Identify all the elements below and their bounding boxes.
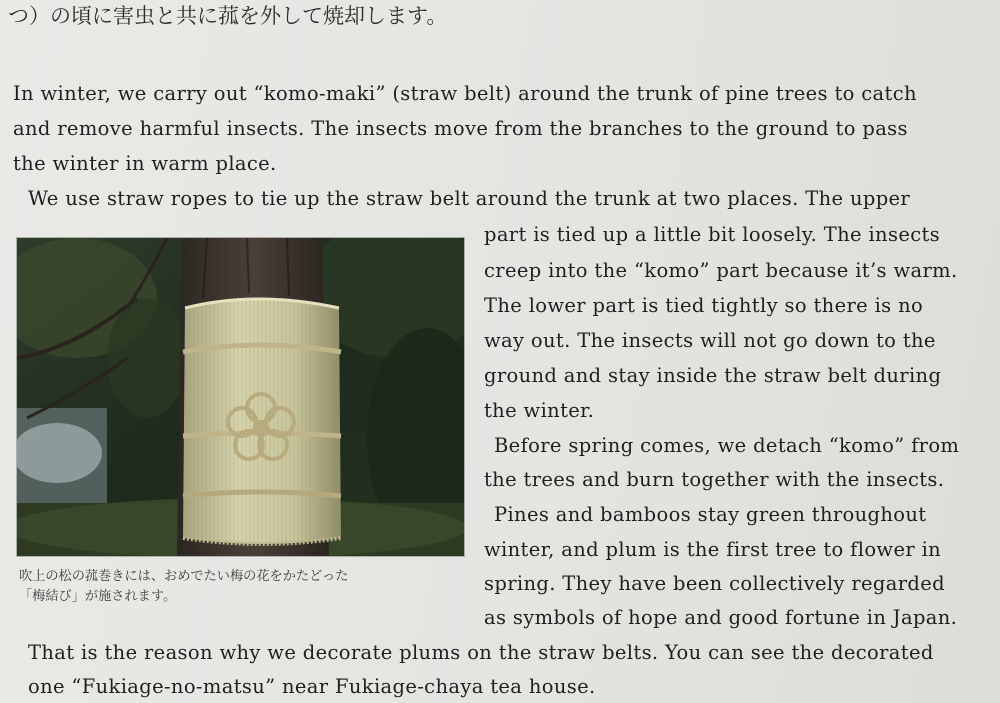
paragraph-2-line-2: part is tied up a little bit loosely. The insects <box>484 223 941 246</box>
paragraph-2-line-6: ground and stay inside the straw belt during <box>484 364 942 387</box>
paragraph-1-line-3: the winter in warm place. <box>13 152 277 175</box>
paragraph-1-line-1: In winter, we carry out “komo-maki” (straw belt) around the trunk of pine trees to catch <box>13 82 917 105</box>
japanese-heading-fragment: つ）の頃に害虫と共に菰を外して焼却します。 <box>8 4 448 28</box>
paragraph-3-line-2: the trees and burn together with the insects. <box>484 468 945 491</box>
paragraph-2-line-4: The lower part is tied tightly so there is no <box>484 294 924 317</box>
paragraph-2-line-3: creep into the “komo” part because it’s warm. <box>484 259 958 282</box>
paragraph-4-line-3: spring. They have been collectively regarded <box>484 572 945 595</box>
paragraph-2-line-5: way out. The insects will not go down to the <box>484 329 936 352</box>
photo-caption-line-1: 吹上の松の菰巻きには、おめでたい梅の花をかたどった <box>19 569 349 584</box>
paragraph-4-line-2: winter, and plum is the first tree to flower in <box>484 538 942 561</box>
paragraph-4-line-5: That is the reason why we decorate plums on the straw belts. You can see the decorated <box>28 641 934 664</box>
komo-maki-photo <box>17 238 464 556</box>
paragraph-4-line-6: one “Fukiage-no-matsu” near Fukiage-chaya tea house. <box>28 675 596 698</box>
paragraph-1-line-2: and remove harmful insects. The insects move from the branches to the ground to pass <box>13 117 908 140</box>
paragraph-2-line-7: the winter. <box>484 399 595 422</box>
photo-caption-line-2: 「梅結び」が施されます。 <box>19 589 177 604</box>
paragraph-4-line-1: Pines and bamboos stay green throughout <box>494 503 927 526</box>
paragraph-3-line-1: Before spring comes, we detach “komo” from <box>494 434 960 457</box>
paragraph-4-line-4: as symbols of hope and good fortune in Japan. <box>484 606 958 629</box>
paragraph-2-line-1: We use straw ropes to tie up the straw belt around the trunk at two places. The upper <box>28 187 911 210</box>
